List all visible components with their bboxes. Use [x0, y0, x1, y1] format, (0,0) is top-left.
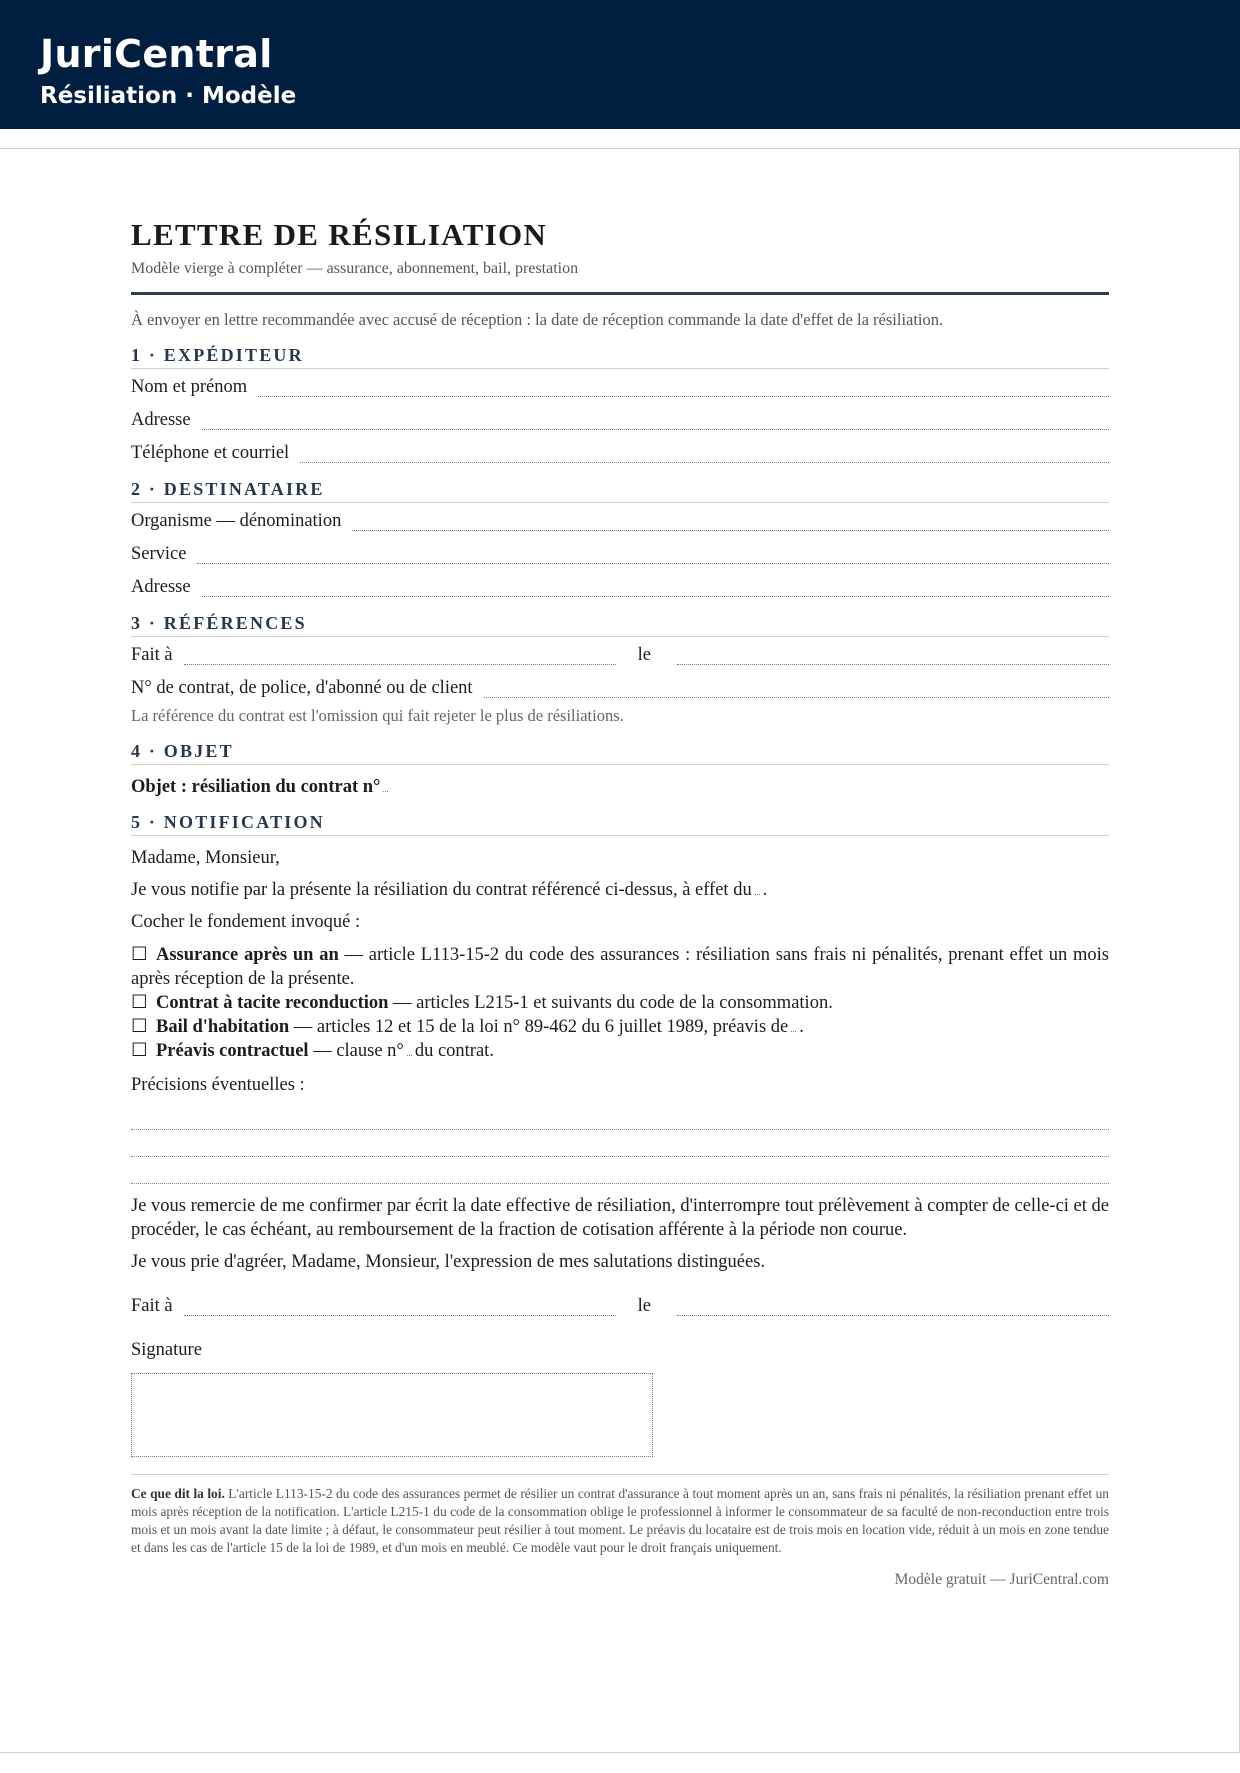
app-header: [0, 0, 1240, 129]
law-title: Ce que dit la loi.: [131, 1486, 225, 1501]
effect-date-input[interactable]: [755, 884, 760, 895]
option-title: Préavis contractuel: [156, 1041, 309, 1061]
signature-place-input[interactable]: [184, 1298, 616, 1316]
option-title: Assurance après un an: [156, 945, 339, 965]
field-recipient-org: [131, 509, 1109, 533]
notify-end: .: [762, 880, 768, 900]
salutation: Madame, Monsieur,: [131, 848, 280, 868]
section-heading-object: 4 · OBJET: [131, 739, 1109, 765]
notify-paragraph: [131, 878, 1109, 902]
section-heading-notification: 5 · NOTIFICATION: [131, 810, 1109, 836]
footer-credit: Modèle gratuit — JuriCentral.com: [894, 1571, 1109, 1588]
law-text: L'article L113-15-2 du code des assurances permet de résilier un contrat d'assurance à tout moment après un an, sans frais ni pénalités, la résiliation prenant effet un mois après réception de la notification. L'article L215-1 du code de la consommation oblige le professionnel à informer le consommateur de sa faculté de non-reconduction entre trois mois et un mois avant la date limite ; à défaut, le consommateur peut résilier à tout moment. Le préavis du locataire est de trois mois en location vide, réduit à un mois en zone tendue et dans les cas de l'article 15 de la loi de 1989, et d'un mois en meublé. Ce modèle vaut pour le droit français uniquement.: [131, 1486, 1109, 1555]
thanks-paragraph: Je vous remercie de me confirmer par écrit la date effective de résiliation, d'interrompre tout prélèvement à compter de celle-ci et de procéder, le cas échéant, au remboursement de la fraction de cotisation afférente à la période non courue.: [131, 1196, 1109, 1240]
document-intro: À envoyer en lettre recommandée avec accusé de réception : la date de réception commande la date d'effet de la résiliation.: [131, 310, 944, 329]
object-text: Objet : résiliation du contrat n°: [131, 777, 381, 797]
checkbox-icon[interactable]: ☐: [131, 1041, 148, 1061]
option-title: Bail d'habitation: [156, 1017, 290, 1037]
field-contract-number: [131, 676, 1109, 700]
signature-place-date: [131, 1294, 1109, 1318]
option-text: — clause n°: [308, 1041, 404, 1061]
law-rule: [131, 1474, 1109, 1475]
date-input[interactable]: [677, 647, 1109, 665]
field-label: Adresse: [131, 577, 191, 597]
signature-box[interactable]: [131, 1373, 653, 1457]
field-label: Fait à: [131, 1296, 173, 1316]
precisions-line-1[interactable]: [131, 1128, 1109, 1130]
field-sender-name: [131, 375, 1109, 399]
recipient-address-input[interactable]: [202, 579, 1109, 597]
signature-date-input[interactable]: [677, 1298, 1109, 1316]
field-place-date: [131, 643, 1109, 667]
section-heading-recipient: 2 · DESTINATAIRE: [131, 477, 1109, 503]
field-label: le: [637, 645, 651, 665]
field-label: Nom et prénom: [131, 377, 248, 397]
clause-number-input[interactable]: [407, 1045, 412, 1056]
precisions-line-2[interactable]: [131, 1155, 1109, 1157]
section-heading-references: 3 · RÉFÉRENCES: [131, 611, 1109, 637]
section-heading-sender: 1 · EXPÉDITEUR: [131, 343, 1109, 369]
field-label: Organisme — dénomination: [131, 511, 342, 531]
document-sheet: [0, 148, 1240, 1753]
field-label: le: [637, 1296, 651, 1316]
references-note: La référence du contrat est l'omission qui fait rejeter le plus de résiliations.: [131, 706, 624, 725]
field-sender-address: [131, 408, 1109, 432]
contract-number-input[interactable]: [484, 680, 1109, 698]
precisions-line-3[interactable]: [131, 1182, 1109, 1184]
title-rule: [131, 292, 1109, 295]
sender-contact-input[interactable]: [300, 445, 1109, 463]
basis-option-contractual[interactable]: [131, 1039, 1109, 1063]
brand-logo[interactable]: JuriCentral: [40, 32, 273, 76]
field-label: Service: [131, 544, 187, 564]
option-title: Contrat à tacite reconduction: [156, 993, 389, 1013]
checkbox-icon[interactable]: ☐: [131, 1017, 148, 1037]
notify-text: Je vous notifie par la présente la résiliation du contrat référencé ci-dessus, à effet du: [131, 880, 752, 900]
checkbox-icon[interactable]: ☐: [131, 993, 148, 1013]
field-label: Adresse: [131, 410, 191, 430]
sender-name-input[interactable]: [258, 379, 1109, 397]
option-end: .: [799, 1017, 804, 1037]
object-contract-input[interactable]: [383, 781, 388, 792]
basis-option-tacit[interactable]: [131, 991, 1109, 1015]
law-note: [131, 1485, 1109, 1557]
field-recipient-service: [131, 542, 1109, 566]
document-title: LETTRE DE RÉSILIATION: [131, 217, 548, 252]
document-subtitle: Modèle vierge à compléter — assurance, abonnement, bail, prestation: [131, 260, 579, 277]
notice-period-input[interactable]: [791, 1021, 796, 1032]
basis-label: Cocher le fondement invoqué :: [131, 912, 361, 932]
object-line: [131, 775, 1109, 799]
closing-paragraph: Je vous prie d'agréer, Madame, Monsieur, l'expression de mes salutations distinguées.: [131, 1252, 766, 1272]
basis-option-insurance[interactable]: [131, 943, 1109, 991]
recipient-service-input[interactable]: [197, 546, 1109, 564]
checkbox-icon[interactable]: ☐: [131, 945, 148, 965]
signature-label: Signature: [131, 1340, 202, 1360]
basis-options: [131, 943, 1109, 1063]
header-subtitle: Résiliation · Modèle: [40, 83, 297, 109]
place-input[interactable]: [184, 647, 616, 665]
sender-address-input[interactable]: [202, 412, 1109, 430]
option-end: du contrat.: [414, 1041, 494, 1061]
precisions-label: Précisions éventuelles :: [131, 1075, 305, 1095]
document-content: [131, 217, 1109, 1589]
field-sender-contact: [131, 441, 1109, 465]
field-label: Fait à: [131, 645, 173, 665]
option-text: — articles L215-1 et suivants du code de la consommation.: [388, 993, 833, 1013]
option-text: — article L113-15-2 du code des assurances : résiliation sans frais ni pénalités, prenant effet un mois après réception de la présente.: [131, 945, 1110, 989]
field-recipient-address: [131, 575, 1109, 599]
basis-option-lease[interactable]: [131, 1015, 1109, 1039]
recipient-org-input[interactable]: [352, 513, 1109, 531]
field-label: N° de contrat, de police, d'abonné ou de client: [131, 678, 473, 698]
field-label: Téléphone et courriel: [131, 443, 290, 463]
option-text: — articles 12 et 15 de la loi n° 89-462 du 6 juillet 1989, préavis de: [289, 1017, 789, 1037]
